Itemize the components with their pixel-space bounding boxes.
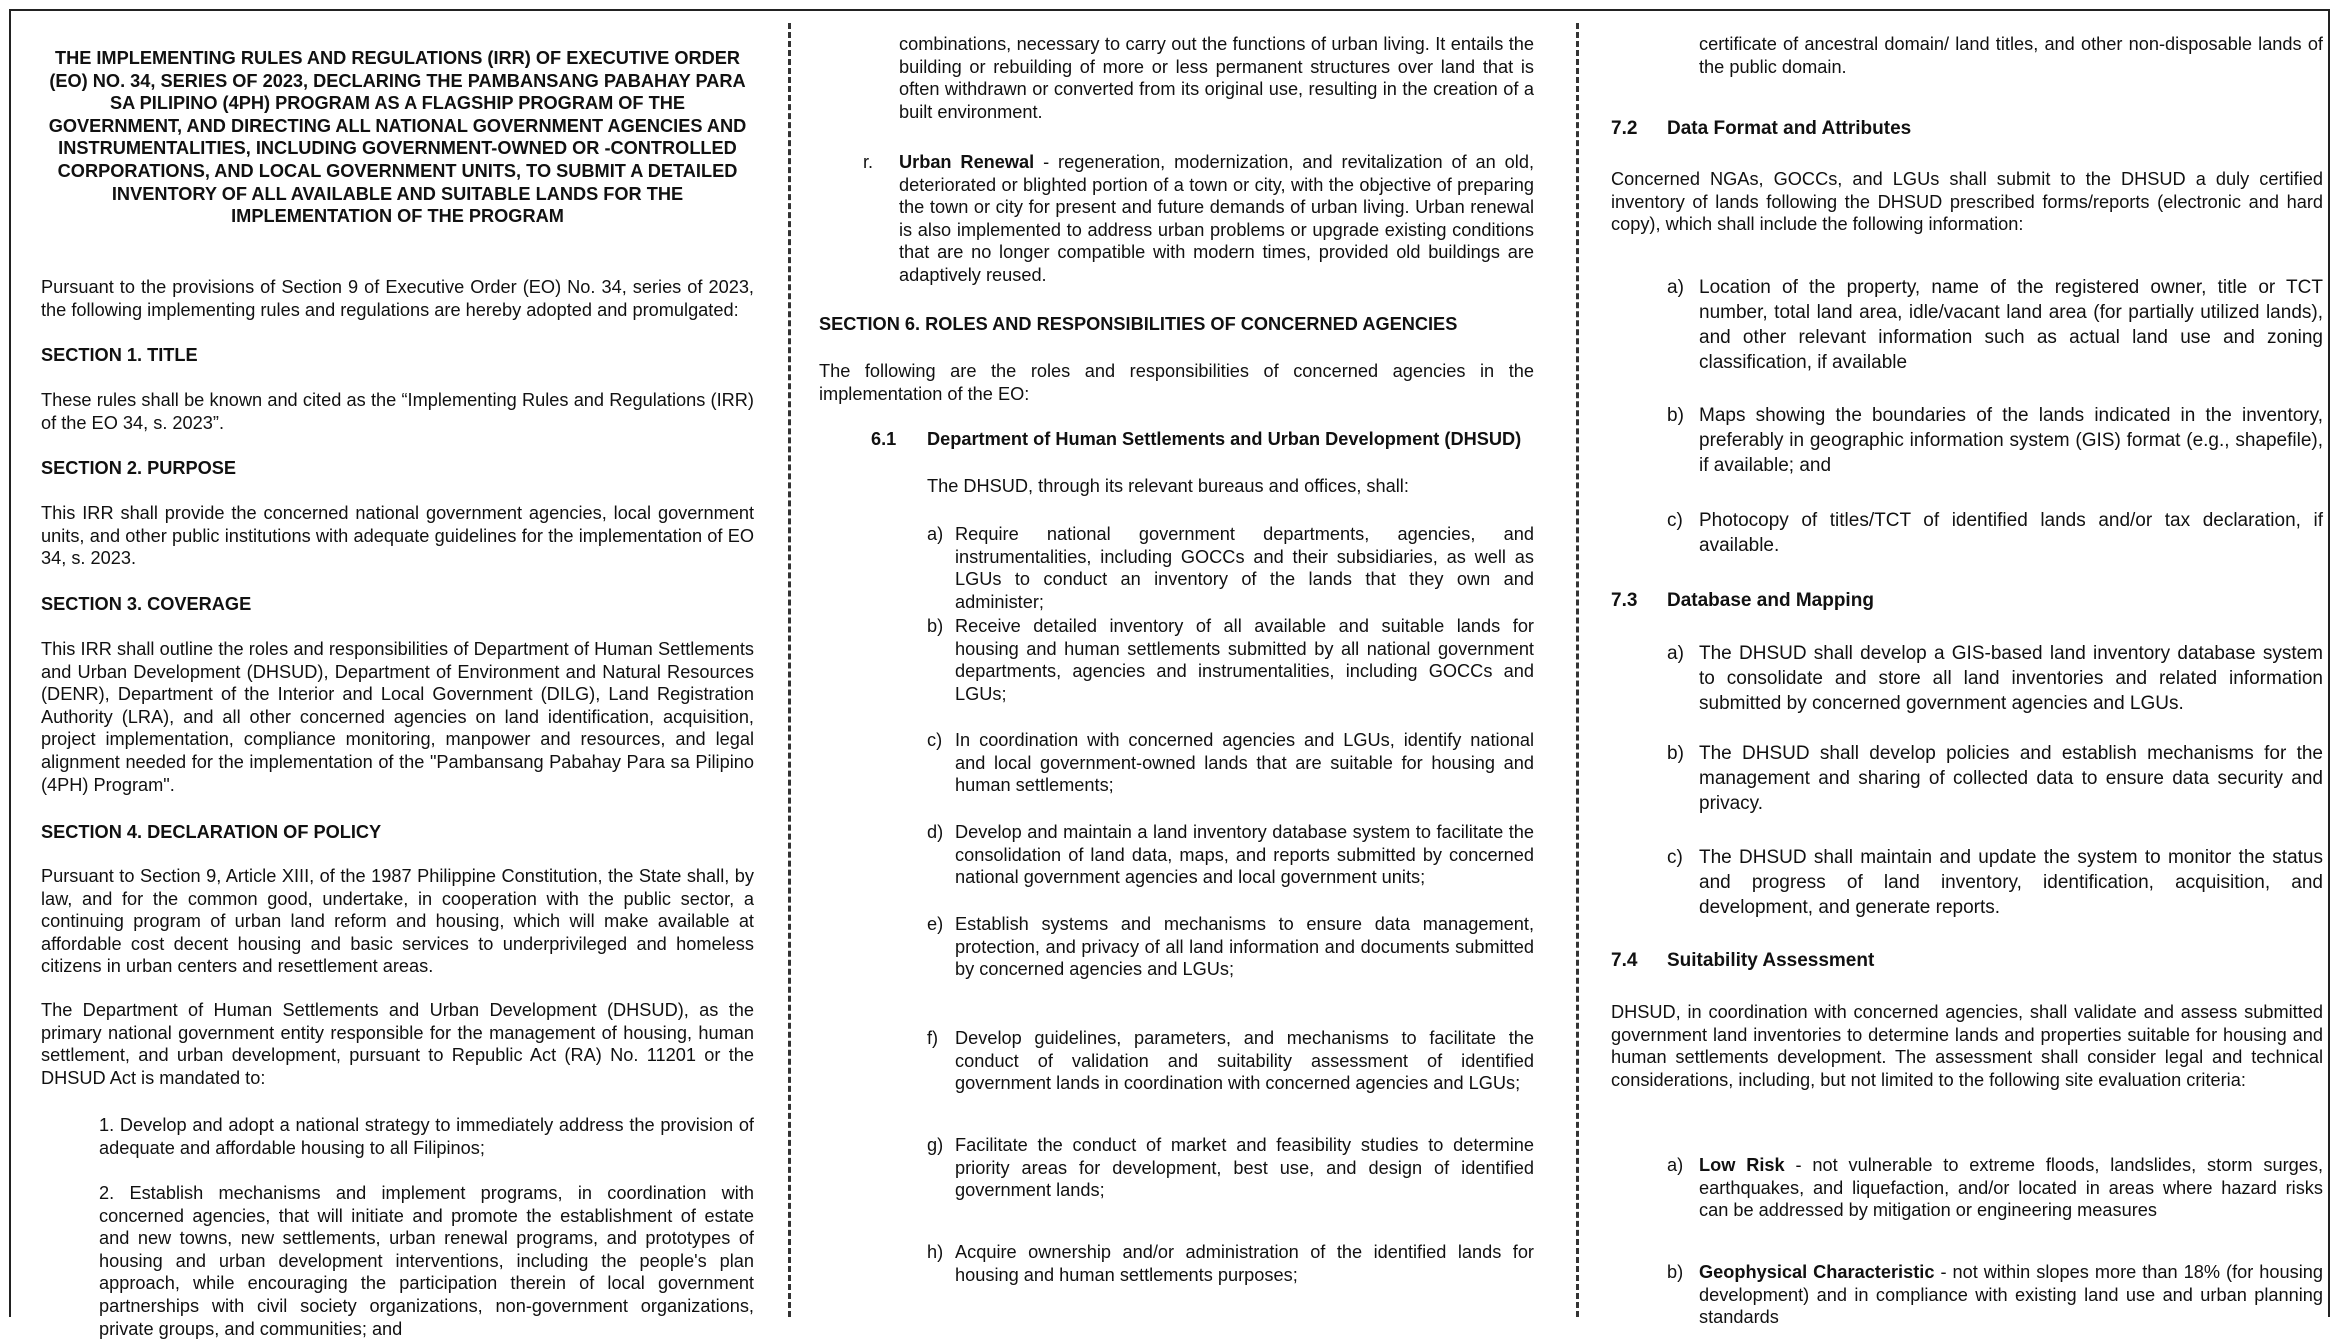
list-item-text: Establish systems and mechanisms to ensure data management, protection, and privacy of all land information and documents submitted by concerned agencies and LGUs;: [955, 914, 1534, 980]
subsection-6-1-intro: The DHSUD, through its relevant bureaus and offices, shall:: [927, 476, 1409, 496]
definition-text: [899, 151, 1534, 287]
column-3: [1611, 11, 2323, 1328]
criterion-text: [1699, 1261, 2323, 1329]
list-marker: a): [927, 524, 944, 544]
subsection-title: Data Format and Attributes: [1667, 118, 1912, 139]
list-item-text: The DHSUD shall develop a GIS-based land inventory database system to consolidate and store all land inventories and related information submitted by concerned government agencies and LGUs.: [1699, 643, 2323, 714]
list-marker: f): [927, 1028, 939, 1048]
list-item-text: Photocopy of titles/TCT of identified lands and/or tax declaration, if available.: [1699, 510, 2323, 556]
subsection-title: Database and Mapping: [1667, 590, 1874, 611]
section-1-heading: SECTION 1. TITLE: [41, 345, 198, 365]
list-marker: r.: [863, 152, 874, 172]
list-item-text: Facilitate the conduct of market and feasibility studies to determine priority areas for development, best use, and design of identified government lands;: [955, 1135, 1534, 1201]
subsection-title: Department of Human Settlements and Urban Development (DHSUD): [927, 429, 1522, 449]
list-marker: c): [927, 730, 943, 750]
list-item-text: In coordination with concerned agencies and LGUs, identify national and local government-owned lands that are suitable for housing and human settlements;: [955, 730, 1534, 796]
subsection-title: Suitability Assessment: [1667, 950, 1875, 971]
list-item-text: Maps showing the boundaries of the lands indicated in the inventory, preferably in geographic information system (GIS) format (e.g., shapefile), if available; and: [1699, 405, 2323, 476]
list-item-text: Develop and maintain a land inventory database system to facilitate the consolidation of land data, maps, and reports submitted by concerned national government agencies and local government units;: [955, 822, 1534, 888]
subsection-number: 6.1: [871, 429, 897, 449]
document-page: [9, 9, 2330, 1339]
list-marker: g): [927, 1135, 944, 1155]
definition-body: - regeneration, modernization, and revitalization of an old, deteriorated or blighted portion of a town or city, with the objective of preparing the town or city for present and future demands of urban living. Urban renewal is also implemented to address urban problems or upgrade existing conditions that are no longer compatible with modern times, provided old buildings are adaptively reused.: [899, 152, 1534, 285]
list-continued: certificate of ancestral domain/ land titles, and other non-disposable lands of the public domain.: [1699, 34, 2323, 77]
list-marker: h): [927, 1242, 944, 1262]
definition-continued: combinations, necessary to carry out the functions of urban living. It entails the building or rebuilding of more or less permanent structures over land that is often withdrawn or converted from its original use, resulting in the creation of a built environment.: [899, 34, 1534, 122]
mandate-item-1: 1. Develop and adopt a national strategy to immediately address the provision of adequate and affordable housing to all Filipinos;: [99, 1115, 754, 1158]
list-item-text: The DHSUD shall maintain and update the system to monitor the status and progress of land inventory, identification, acquisition, and development, and generate reports.: [1699, 847, 2323, 918]
list-marker: b): [1667, 405, 1684, 426]
section-1-text: These rules shall be known and cited as the “Implementing Rules and Regulations (IRR) of the EO 34, s. 2023”.: [41, 390, 754, 433]
section-4-paragraph-1: Pursuant to Section 9, Article XIII, of the 1987 Philippine Constitution, the State shall, by law, and for the common good, undertake, in cooperation with the public sector, a continuing program of urban land reform and housing, which will make available at affordable cost decent housing and basic services to underprivileged and homeless citizens in urban centers and resettlement areas.: [41, 866, 754, 977]
section-2-text: This IRR shall provide the concerned national government agencies, local government units, and other public institutions with adequate guidelines for the implementation of EO 34, s. 2023.: [41, 503, 754, 569]
subsection-7-4-heading: [1611, 949, 1874, 972]
list-marker: c): [1667, 847, 1683, 868]
section-3-text: This IRR shall outline the roles and responsibilities of Department of Human Settlements and Urban Development (DHSUD), Department of Environment and Natural Resources (DENR), Department of the Interior and Local Government (DILG), Land Registration Authority (LRA), and all other concerned agencies on land identification, acquisition, project implementation, compliance monitoring, manpower and resources, and legal alignment needed for the implementation of the "Pambansang Pabahay Para sa Pilipino (4PH) Program".: [41, 639, 754, 795]
document-title: THE IMPLEMENTING RULES AND REGULATIONS (IRR) OF EXECUTIVE ORDER (EO) NO. 34, SERIES OF 2023, DECLARING THE PAMBANSANG PABAHAY PARA SA PILIPINO (4PH) PROGRAM AS A FLAGSHIP PROGRAM OF THE GOVERNMENT, AND DIRECTING ALL NATIONAL GOVERNMENT AGENCIES AND INSTRUMENTALITIES, INCLUDING GOVERNMENT-OWNED OR -CONTROLLED CORPORATIONS, AND LOCAL GOVERNMENT UNITS, TO SUBMIT A DETAILED INVENTORY OF ALL AVAILABLE AND SUITABLE LANDS FOR THE IMPLEMENTATION OF THE PROGRAM: [48, 48, 747, 227]
subsection-6-1-heading: [871, 428, 1534, 451]
list-item-text: The DHSUD shall develop policies and establish mechanisms for the management and sharing of collected data to ensure data security and privacy.: [1699, 743, 2323, 814]
section-3-heading: SECTION 3. COVERAGE: [41, 594, 252, 614]
column-divider: [1576, 23, 1579, 1317]
section-4-heading: SECTION 4. DECLARATION OF POLICY: [41, 822, 382, 842]
list-marker: d): [927, 822, 944, 842]
criterion-body: - not vulnerable to extreme floods, landslides, storm surges, earthquakes, and liquefaction, and/or located in areas where hazard risks can be addressed by mitigation or engineering measures: [1699, 1155, 2323, 1221]
list-item-text: Acquire ownership and/or administration of the identified lands for housing and human settlements purposes;: [955, 1242, 1534, 1285]
criterion-body: - not within slopes more than 18% (for housing development) and in compliance with existing land use and urban planning standards: [1699, 1262, 2323, 1328]
subsection-7-2-heading: [1611, 117, 1911, 140]
criterion-term: Low Risk: [1699, 1155, 1785, 1175]
section-6-intro: The following are the roles and responsibilities of concerned agencies in the implementation of the EO:: [819, 361, 1534, 404]
list-marker: a): [1667, 1155, 1684, 1175]
section-4-paragraph-2: The Department of Human Settlements and Urban Development (DHSUD), as the primary national government entity responsible for the management of housing, human settlement, and urban development, pursuant to Republic Act (RA) No. 11201 or the DHSUD Act is mandated to:: [41, 1000, 754, 1088]
list-marker: b): [927, 616, 944, 636]
list-marker: e): [927, 914, 944, 934]
subsection-7-2-intro: Concerned NGAs, GOCCs, and LGUs shall submit to the DHSUD a duly certified inventory of lands following the DHSUD prescribed forms/reports (electronic and hard copy), which shall include the following information:: [1611, 169, 2323, 235]
subsection-7-3-heading: [1611, 589, 1874, 612]
list-marker: a): [1667, 643, 1684, 664]
subsection-7-4-intro: DHSUD, in coordination with concerned agencies, shall validate and assess submitted government land inventories to determine lands and properties suitable for housing and human settlements development. The assessment shall consider legal and technical considerations, including, but not limited to the following site evaluation criteria:: [1611, 1002, 2323, 1090]
criterion-text: [1699, 1154, 2323, 1222]
intro-paragraph: Pursuant to the provisions of Section 9 of Executive Order (EO) No. 34, series of 2023, the following implementing rules and regulations are hereby adopted and promulgated:: [41, 277, 754, 320]
list-item-text: Require national government departments, agencies, and instrumentalities, including GOCCs and their subsidiaries, as well as LGUs to conduct an inventory of the lands that they own and administer;: [955, 524, 1534, 612]
subsection-number: 7.3: [1611, 590, 1638, 611]
list-marker: c): [1667, 510, 1683, 531]
column-2: [819, 11, 1534, 1317]
list-item-text: Receive detailed inventory of all available and suitable lands for housing and human settlements submitted by all national government departments, agencies and instrumentalities, including GOCCs and LGUs;: [955, 616, 1534, 704]
subsection-number: 7.2: [1611, 118, 1638, 139]
list-marker: a): [1667, 277, 1684, 298]
subsection-number: 7.4: [1611, 950, 1638, 971]
column-divider: [788, 23, 791, 1317]
criterion-term: Geophysical Characteristic: [1699, 1262, 1935, 1282]
list-marker: b): [1667, 743, 1684, 764]
list-item-text: Location of the property, name of the registered owner, title or TCT number, total land area, idle/vacant land area (for partially utilized lands), and other relevant information such as actual land use and zoning classification, if available: [1699, 277, 2323, 373]
definition-term: Urban Renewal: [899, 152, 1035, 172]
mandate-item-2: 2. Establish mechanisms and implement programs, in coordination with concerned agencies, that will initiate and promote the establishment of estate and new towns, new settlements, urban renewal programs, and prototypes of housing and urban development interventions, including the people's plan approach, while encouraging the participation therein of local government partnerships with civil society organizations, non-government organizations, private groups, and communities; and: [99, 1183, 754, 1339]
section-6-heading: SECTION 6. ROLES AND RESPONSIBILITIES OF CONCERNED AGENCIES: [819, 314, 1458, 334]
list-item-text: Develop guidelines, parameters, and mechanisms to facilitate the conduct of validation and suitability assessment of identified government lands in coordination with concerned agencies and LGUs;: [955, 1028, 1534, 1094]
section-2-heading: SECTION 2. PURPOSE: [41, 458, 237, 478]
list-marker: b): [1667, 1262, 1684, 1282]
column-1: [41, 11, 754, 1339]
